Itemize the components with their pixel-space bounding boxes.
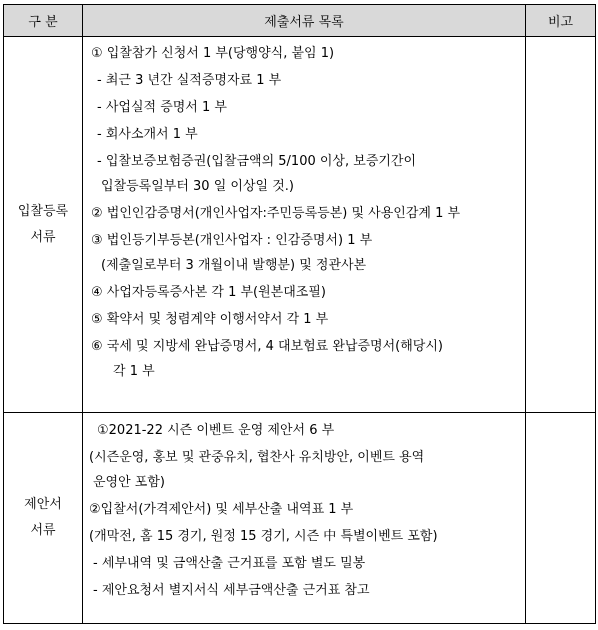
section-row-proposal bbox=[4, 413, 596, 624]
document-item-continued: 입찰등록일부터 30 일 이상일 것.) bbox=[101, 179, 294, 194]
header-documents: 제출서류 목록 bbox=[83, 5, 526, 37]
document-table bbox=[3, 4, 596, 624]
document-item: - 입찰보증보험증권(입찰금액의 5/100 이상, 보증기간이 bbox=[97, 154, 417, 169]
header-row bbox=[4, 5, 596, 37]
document-item: - 최근 3 년간 실적증명자료 1 부 bbox=[97, 73, 282, 88]
document-item: ④ 사업자등록증사본 각 1 부(원본대조필) bbox=[91, 285, 326, 300]
document-item: - 제안요청서 별지서식 세부금액산출 근거표 참고 bbox=[93, 583, 370, 598]
document-item-continued: 각 1 부 bbox=[113, 364, 155, 379]
category-line: 서류 bbox=[30, 229, 56, 245]
category-line: 서류 bbox=[30, 523, 56, 538]
documents-cell-proposal bbox=[83, 413, 526, 624]
document-item: ①2021-22 시즌 이벤트 운영 제안서 6 부 bbox=[97, 423, 335, 438]
category-line: 입찰등록 bbox=[17, 203, 69, 219]
document-item: ① 입찰참가 신청서 1 부(당행양식, 붙임 1) bbox=[91, 46, 335, 61]
document-item: (개막전, 홈 15 경기, 원정 15 경기, 시즌 中 특별이벤트 포함) bbox=[89, 529, 438, 544]
header-category: 구 분 bbox=[4, 5, 83, 37]
remarks-cell-proposal bbox=[526, 413, 596, 624]
category-cell-proposal bbox=[4, 413, 83, 624]
document-item: ⑤ 확약서 및 청렴계약 이행서약서 각 1 부 bbox=[91, 312, 329, 327]
document-item: - 회사소개서 1 부 bbox=[97, 127, 198, 142]
document-item: ② 법인인감증명서(개인사업자:주민등록등본) 및 사용인감계 1 부 bbox=[91, 206, 461, 221]
document-item-continued: (제출일로부터 3 개월이내 발행분) 및 정관사본 bbox=[101, 258, 367, 273]
document-item: ②입찰서(가격제안서) 및 세부산출 내역표 1 부 bbox=[89, 502, 354, 517]
category-cell-registration bbox=[4, 37, 83, 413]
document-item-continued: 운영안 포함) bbox=[93, 475, 165, 490]
remarks-cell-registration bbox=[526, 37, 596, 413]
document-item: ③ 법인등기부등본(개인사업자 : 인감증명서) 1 부 bbox=[91, 233, 373, 248]
documents-cell-registration bbox=[83, 37, 526, 413]
document-item: ⑥ 국세 및 지방세 완납증명서, 4 대보험료 완납증명서(해당시) bbox=[91, 339, 443, 354]
section-row-registration bbox=[4, 37, 596, 413]
document-item: - 세부내역 및 금액산출 근거표를 포함 별도 밀봉 bbox=[93, 556, 366, 571]
header-remarks: 비고 bbox=[526, 5, 596, 37]
document-item: (시즌운영, 홍보 및 관중유치, 협찬사 유치방안, 이벤트 용역 bbox=[89, 450, 425, 465]
category-line: 제안서 bbox=[24, 497, 62, 512]
document-item: - 사업실적 증명서 1 부 bbox=[97, 100, 227, 115]
